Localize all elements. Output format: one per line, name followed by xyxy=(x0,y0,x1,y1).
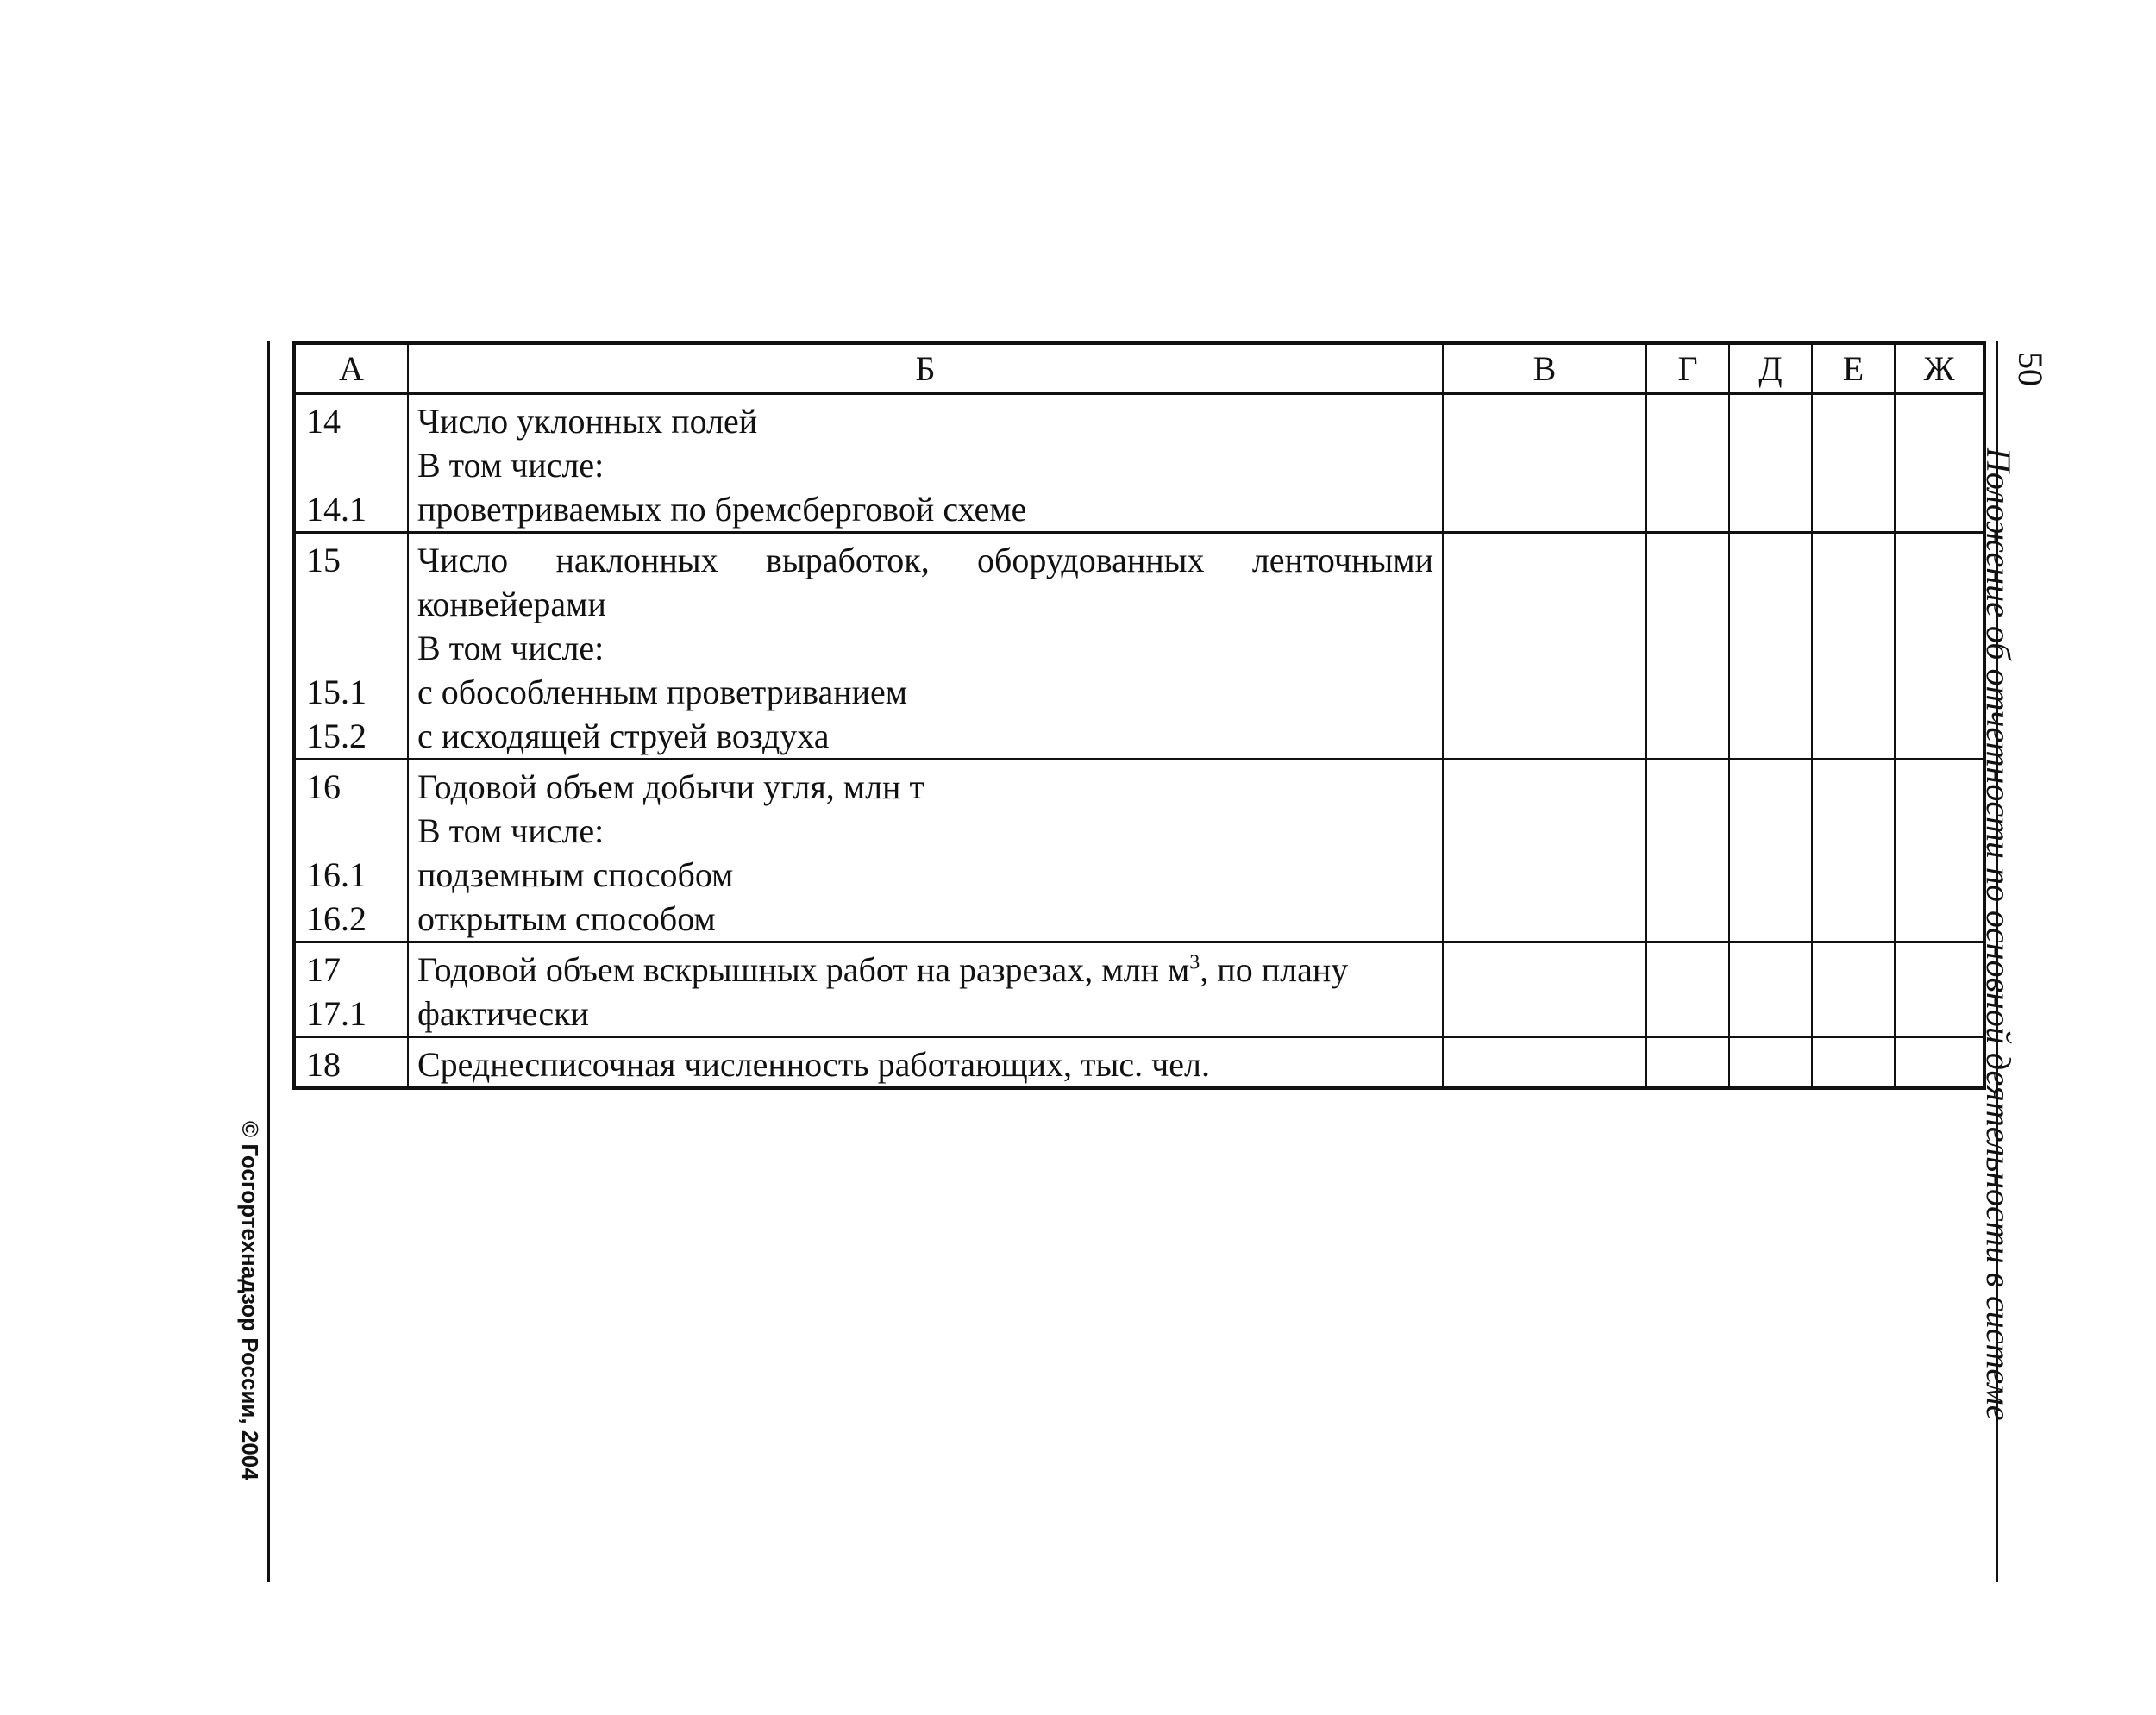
row-description: с исходящей струей воздуха xyxy=(417,717,830,755)
row-description-cell xyxy=(408,394,1443,533)
row-number: 16.2 xyxy=(306,899,367,938)
row-number: 14 xyxy=(306,402,341,441)
value-cell-e xyxy=(1812,1037,1895,1089)
value-cell-e xyxy=(1812,533,1895,760)
row-number xyxy=(304,582,398,626)
row-description-cell xyxy=(408,942,1443,1037)
unit-superscript: 3 xyxy=(1189,951,1200,974)
row-number: 16 xyxy=(306,767,341,806)
row-description xyxy=(417,948,1433,992)
row-description: Число наклонных выработок, оборудованных ленточными xyxy=(417,541,1433,579)
row-number-cell xyxy=(294,533,408,760)
row-number: 16.1 xyxy=(306,855,367,894)
row-number-cell xyxy=(294,942,408,1037)
row-number-cell xyxy=(294,394,408,533)
row-description: фактически xyxy=(417,994,589,1033)
value-cell-d xyxy=(1729,533,1812,760)
table-row xyxy=(294,394,1984,533)
value-cell-e xyxy=(1812,942,1895,1037)
row-number: 14.1 xyxy=(306,490,367,529)
row-description: подземным способом xyxy=(417,855,734,894)
value-cell-zh xyxy=(1895,394,1984,533)
value-cell-v xyxy=(1443,760,1646,942)
row-description-cell xyxy=(408,533,1443,760)
row-number: 17 xyxy=(306,950,341,989)
row-description: конвейерами xyxy=(417,585,606,623)
value-cell-v xyxy=(1443,942,1646,1037)
value-cell-g xyxy=(1646,1037,1729,1089)
row-number: 18 xyxy=(306,1045,341,1084)
row-number: 15 xyxy=(306,541,341,579)
header-col-b: Б xyxy=(408,343,1443,394)
value-cell-e xyxy=(1812,760,1895,942)
header-col-zh: Ж xyxy=(1895,343,1984,394)
header-col-a: А xyxy=(294,343,408,394)
row-description-main: Годовой объем вскрышных работ на разрезах, млн м xyxy=(417,950,1190,989)
value-cell-d xyxy=(1729,760,1812,942)
value-cell-v xyxy=(1443,394,1646,533)
header-col-v: В xyxy=(1443,343,1646,394)
row-number xyxy=(304,443,398,487)
copyright-notice: © Госгортехнадзор России, 2004 xyxy=(237,1121,263,1480)
header-col-e: Е xyxy=(1812,343,1895,394)
row-number xyxy=(304,809,398,853)
value-cell-d xyxy=(1729,394,1812,533)
row-description: с обособленным проветриванием xyxy=(417,673,908,711)
row-number: 15.2 xyxy=(306,717,367,755)
value-cell-v xyxy=(1443,533,1646,760)
value-cell-g xyxy=(1646,942,1729,1037)
row-number-cell xyxy=(294,1037,408,1089)
report-table-container xyxy=(292,341,1983,1090)
row-description: В том числе: xyxy=(417,446,605,485)
header-col-d: Д xyxy=(1729,343,1812,394)
page-number: 50 xyxy=(2011,352,2050,386)
report-table xyxy=(292,341,1986,1090)
row-number: 17.1 xyxy=(306,994,367,1033)
row-description: В том числе: xyxy=(417,629,605,667)
row-number: 15.1 xyxy=(306,673,367,711)
value-cell-g xyxy=(1646,533,1729,760)
value-cell-d xyxy=(1729,1037,1812,1089)
value-cell-zh xyxy=(1895,1037,1984,1089)
row-description-suffix: , по плану xyxy=(1200,950,1349,989)
row-description: Среднесписочная численность работающих, тыс. чел. xyxy=(417,1045,1210,1084)
row-description: Число уклонных полей xyxy=(417,402,758,441)
left-margin-rule xyxy=(267,341,270,1582)
value-cell-e xyxy=(1812,394,1895,533)
row-description: проветриваемых по бремсберговой схеме xyxy=(417,490,1027,529)
table-row xyxy=(294,1037,1984,1089)
value-cell-zh xyxy=(1895,533,1984,760)
row-description-cell xyxy=(408,760,1443,942)
table-row xyxy=(294,533,1984,760)
table-header-row xyxy=(294,343,1984,394)
row-number xyxy=(304,626,398,670)
row-description: Годовой объем добычи угля, млн т xyxy=(417,767,924,806)
value-cell-v xyxy=(1443,1037,1646,1089)
running-title: Положение об отчетности по основной деятельности в системе xyxy=(1979,448,2018,1421)
table-row xyxy=(294,760,1984,942)
row-number-cell xyxy=(294,760,408,942)
row-description-cell xyxy=(408,1037,1443,1089)
value-cell-g xyxy=(1646,760,1729,942)
table-row xyxy=(294,942,1984,1037)
value-cell-zh xyxy=(1895,760,1984,942)
value-cell-zh xyxy=(1895,942,1984,1037)
header-col-g: Г xyxy=(1646,343,1729,394)
row-description: В том числе: xyxy=(417,811,605,850)
row-description: открытым способом xyxy=(417,899,716,938)
value-cell-d xyxy=(1729,942,1812,1037)
value-cell-g xyxy=(1646,394,1729,533)
